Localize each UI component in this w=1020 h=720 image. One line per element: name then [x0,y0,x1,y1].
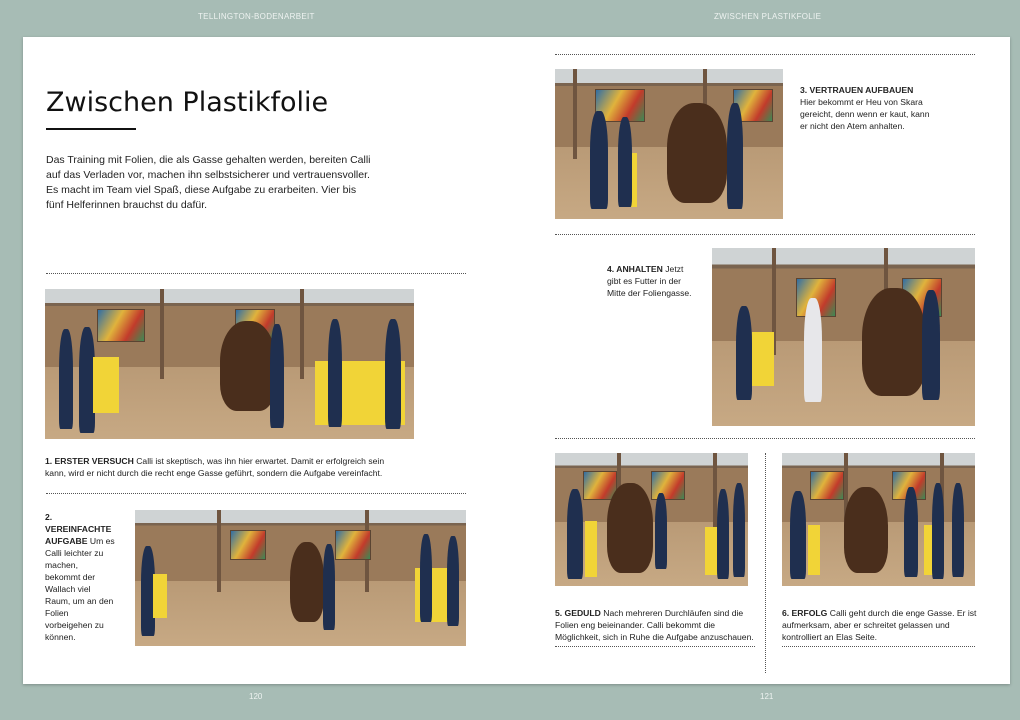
divider [555,54,975,55]
photo-step-5 [555,453,748,586]
title-underline [46,128,136,130]
photo-step-6 [782,453,975,586]
caption-step-3-text: Hier bekommt er Heu von Skara gereicht, denn wenn er kaut, kann er nicht den Atem anhalten. [800,97,930,131]
caption-step-6-label: 6. ERFOLG [782,608,828,618]
caption-step-2-label: 2. VEREINFACHTE AUFGABE [45,512,112,546]
photo-step-2 [135,510,466,646]
caption-step-2-text: Um es Calli leichter zu machen, bekommt der Wallach viel Raum, um an den Folien vorbeigehen zu können. [45,536,115,642]
column-divider [765,453,766,673]
book-spread [23,37,1010,684]
caption-step-3-label: 3. VERTRAUEN AUFBAUEN [800,85,914,95]
divider [555,646,755,647]
caption-step-5-label: 5. GEDULD [555,608,601,618]
page-number-left: 120 [249,692,263,701]
divider [46,273,466,274]
caption-step-6-text: Calli geht durch die enge Gasse. Er ist aufmerksam, aber er schreitet gelassen und kontrolliert an Elas Seite. [782,608,977,642]
caption-step-2 [45,511,115,643]
page-number-right: 121 [760,692,774,701]
caption-step-4-label: 4. ANHALTEN [607,264,663,274]
caption-step-5-text: Nach mehreren Durchläufen sind die Folien eng beieinander. Calli bekommt die Möglichkeit, sich in Ruhe die Aufgabe anzuschauen. [555,608,754,642]
divider [555,438,975,439]
caption-step-5 [555,607,755,643]
caption-step-6 [782,607,977,643]
caption-step-1 [45,455,397,479]
caption-step-1-label: 1. ERSTER VERSUCH [45,456,134,466]
caption-step-1-text: Calli ist skeptisch, was ihn hier erwartet. Damit er erfolgreich sein kann, wird er nicht durch die recht enge Gasse geführt, sondern die Aufgabe vereinfacht. [45,456,385,478]
running-head-left: TELLINGTON-BODENARBEIT [198,12,315,21]
photo-step-3 [555,69,783,219]
divider [46,493,466,494]
running-head-right: ZWISCHEN PLASTIKFOLIE [714,12,822,21]
divider [555,234,975,235]
photo-step-1 [45,289,414,439]
caption-step-4 [607,263,695,299]
caption-step-4-text: Jetzt gibt es Futter in der Mitte der Foliengasse. [607,264,692,298]
page-title: Zwischen Plastikfolie [46,87,329,118]
photo-step-4 [712,248,975,426]
caption-step-3 [800,84,930,132]
intro-text: Das Training mit Folien, die als Gasse gehalten werden, bereiten Calli auf das Verladen vor, machen ihn selbstsicherer und vertrauensvoller. Es macht im Team viel Spaß, diese Aufgabe zu erarbeiten. Vier bis fünf Helferinnen brauchst du dafür. [46,154,371,211]
divider [782,646,975,647]
